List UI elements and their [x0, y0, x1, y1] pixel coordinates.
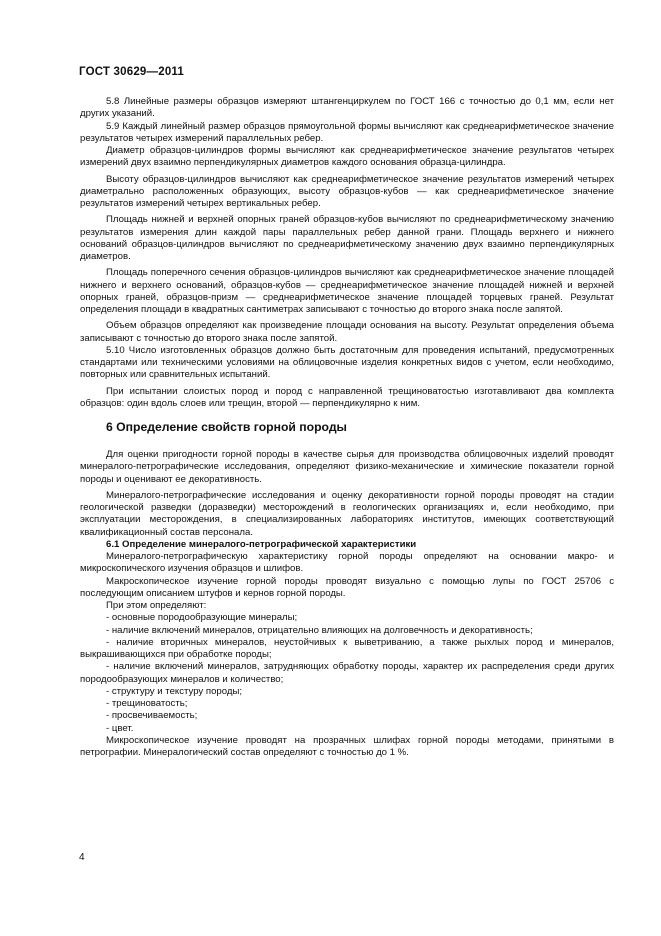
- paragraph: Минералого-петрографическую характеристику горной породы определяют на основании макро- и микроскопического изучения образцов и шлифов.: [80, 551, 614, 575]
- paragraph: Макроскопическое изучение горной породы проводят визуально с помощью лупы по ГОСТ 25706 с последующим описанием штуфов и кернов горной породы.: [80, 575, 614, 599]
- paragraph: Минералого-петрографические исследования и оценку декоративности горной породы проводят на стадии геологической разведки (доразведки) месторождений в геологических организациях и, если необходимо, при эксплуатации месторождения, в специализированных лабораториях институтов, имеющих соответствующий квалификационный состав персонала.: [80, 489, 614, 538]
- paragraph: Площадь нижней и верхней опорных граней образцов-кубов вычисляют по среднеарифметическому значению результатов измерения длин каждой пары параллельных ребер данной грани. Площадь верхнего и нижнего оснований образцов-цилиндров вычисляют по среднеарифметическому значению двух взаимно перпендикулярных диаметров.: [80, 214, 614, 262]
- paragraph: Диаметр образцов-цилиндров формы вычисляют как среднеарифметическое значение результатов четырех измерений двух взаимно перпендикулярных диаметров каждого основания образца-цилиндра.: [80, 145, 614, 169]
- list-item: - наличие вторичных минералов, неустойчивых к выветриванию, а также рыхлых пород и минералов, выкрашивающихся при обработке породы;: [80, 636, 614, 660]
- paragraph: Площадь поперечного сечения образцов-цилиндров вычисляют как среднеарифметическое значение площадей нижнего и верхнего оснований, образцов-кубов — среднеарифметическое значение площадей нижней и верхней опорных граней, образцов-призм — среднеарифметическое значение площадей торцевых граней. Результат определения площади в квадратных сантиметрах записывают с точностью до второго знака после запятой.: [80, 267, 614, 315]
- list-item: - просвечиваемость;: [106, 710, 198, 722]
- list-item: - наличие включений минералов, затрудняющих обработку породы, характер их распределения среди других породообразующих минералов и количество;: [80, 661, 614, 685]
- paragraph: При этом определяют:: [106, 600, 207, 611]
- paragraph: При испытании слоистых пород и пород с направленной трещиноватостью изготавливают два комплекта образцов: один вдоль слоев или трещин, второй — перпендикулярно к ним.: [80, 385, 614, 409]
- list-item: - структуру и текстуру породы;: [106, 685, 243, 697]
- paragraph: Высоту образцов-цилиндров вычисляют как среднеарифметическое значение результатов измерений четырех диаметрально расположенных образующих, высоту образцов-кубов — как среднеарифметическое значение результатов измерений четырех вертикальных ребер.: [80, 173, 614, 209]
- paragraph: 5.9 Каждый линейный размер образцов прямоугольной формы вычисляют как среднеарифметическое значение результатов четырех измерений параллельных ребер.: [80, 120, 614, 144]
- paragraph: Объем образцов определяют как произведение площади основания на высоту. Результат определения объема записывают с точностью до второго знака после запятой.: [80, 320, 614, 344]
- paragraph: 5.10 Число изготовленных образцов должно быть достаточным для проведения испытаний, предусмотренных стандартами или техническими условиями на облицовочные изделия конкретных видов с учетом, если необходимо, повторных или сравнительных испытаний.: [80, 344, 614, 381]
- paragraph: 5.8 Линейные размеры образцов измеряют штангенциркулем по ГОСТ 166 с точностью до 0,1 мм, если нет других указаний.: [80, 96, 614, 120]
- list-item: - трещиноватость;: [106, 698, 188, 709]
- list-item: - цвет.: [106, 722, 134, 734]
- paragraph: Микроскопическое изучение проводят на прозрачных шлифах горной породы методами, принятыми в петрографии. Минералогический состав определяют с точностью до 1 %.: [80, 734, 614, 758]
- section-title: 6 Определение свойств горной породы: [106, 420, 347, 434]
- subsection-title: 6.1 Определение минералого-петрографической характеристики: [106, 538, 417, 550]
- paragraph: Для оценки пригодности горной породы в качестве сырья для производства облицовочных изделий проводят минералого-петрографические исследования, определяют физико-механические и химические показатели горной породы и оценивают ее декоративность.: [80, 449, 614, 485]
- document-body: [80, 96, 614, 759]
- list-item: - наличие включений минералов, отрицательно влияющих на долговечность и декоративность;: [106, 624, 533, 636]
- document-header: ГОСТ 30629—2011: [79, 66, 184, 78]
- page-number: 4: [79, 852, 85, 863]
- list-item: - основные породообразующие минералы;: [106, 612, 298, 624]
